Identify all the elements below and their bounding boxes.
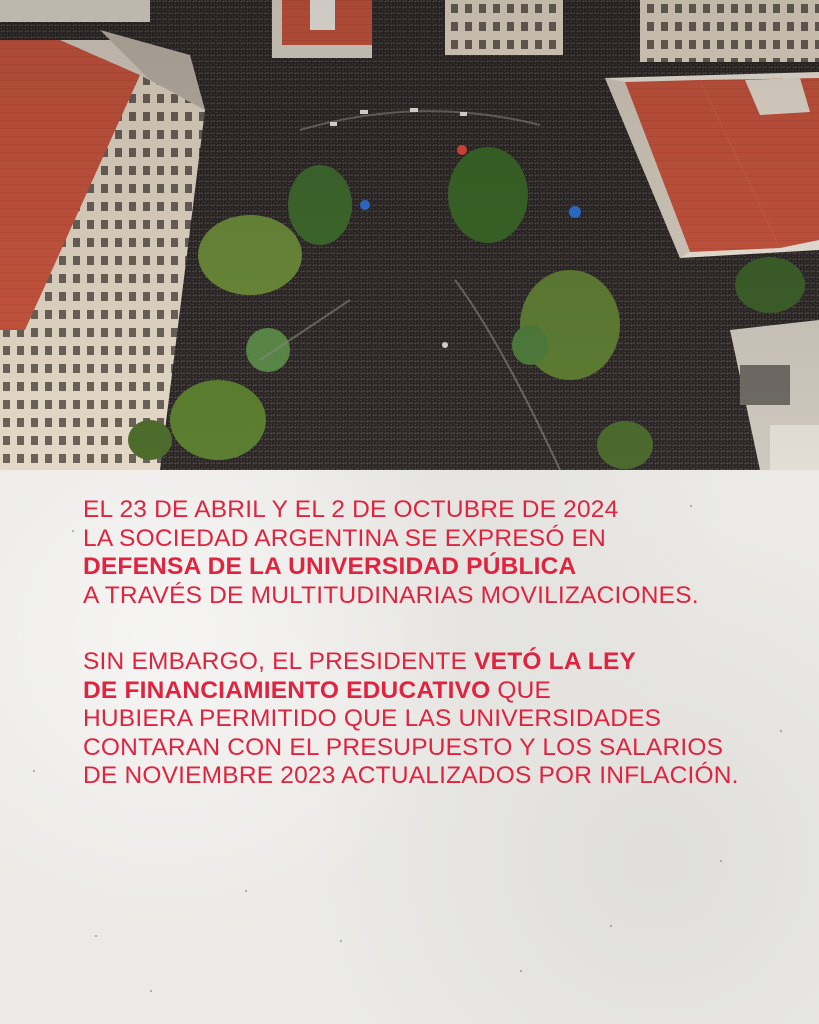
paragraph2-line2-normal: QUE <box>490 676 552 704</box>
paragraph1-line4: A TRAVÉS DE MULTITUDINARIAS MOVILIZACIONES. <box>83 581 699 609</box>
paragraph2-line1-normal: SIN EMBARGO, EL PRESIDENTE <box>83 648 475 675</box>
paragraph1-line1: EL 23 DE ABRIL Y EL 2 DE OCTUBRE DE 2024 <box>83 496 619 523</box>
paragraph2-line1-bold: VETÓ LA LEY <box>474 648 637 675</box>
crowd-illustration <box>0 0 819 470</box>
paragraph-mobilizations <box>83 496 803 610</box>
paragraph1-line2: LA SOCIEDAD ARGENTINA SE EXPRESÓ EN <box>83 524 607 552</box>
paragraph2-line5: DE NOVIEMBRE 2023 ACTUALIZADOS POR INFLACIÓN. <box>83 762 739 789</box>
paragraph1-line3-bold: DEFENSA DE LA UNIVERSIDAD PÚBLICA <box>83 553 577 580</box>
paragraph2-line2 <box>83 677 803 706</box>
paragraph2-line4: CONTARAN CON EL PRESUPUESTO Y LOS SALARIOS <box>83 733 724 761</box>
paragraph2-line3: HUBIERA PERMITIDO QUE LAS UNIVERSIDADES <box>83 705 662 732</box>
paragraph-veto <box>83 648 803 791</box>
paragraph2-line1 <box>83 648 803 677</box>
message-text-block <box>83 496 803 791</box>
paragraph2-line2-bold: DE FINANCIAMIENTO EDUCATIVO <box>83 676 491 704</box>
aerial-crowd-photo <box>0 0 819 470</box>
